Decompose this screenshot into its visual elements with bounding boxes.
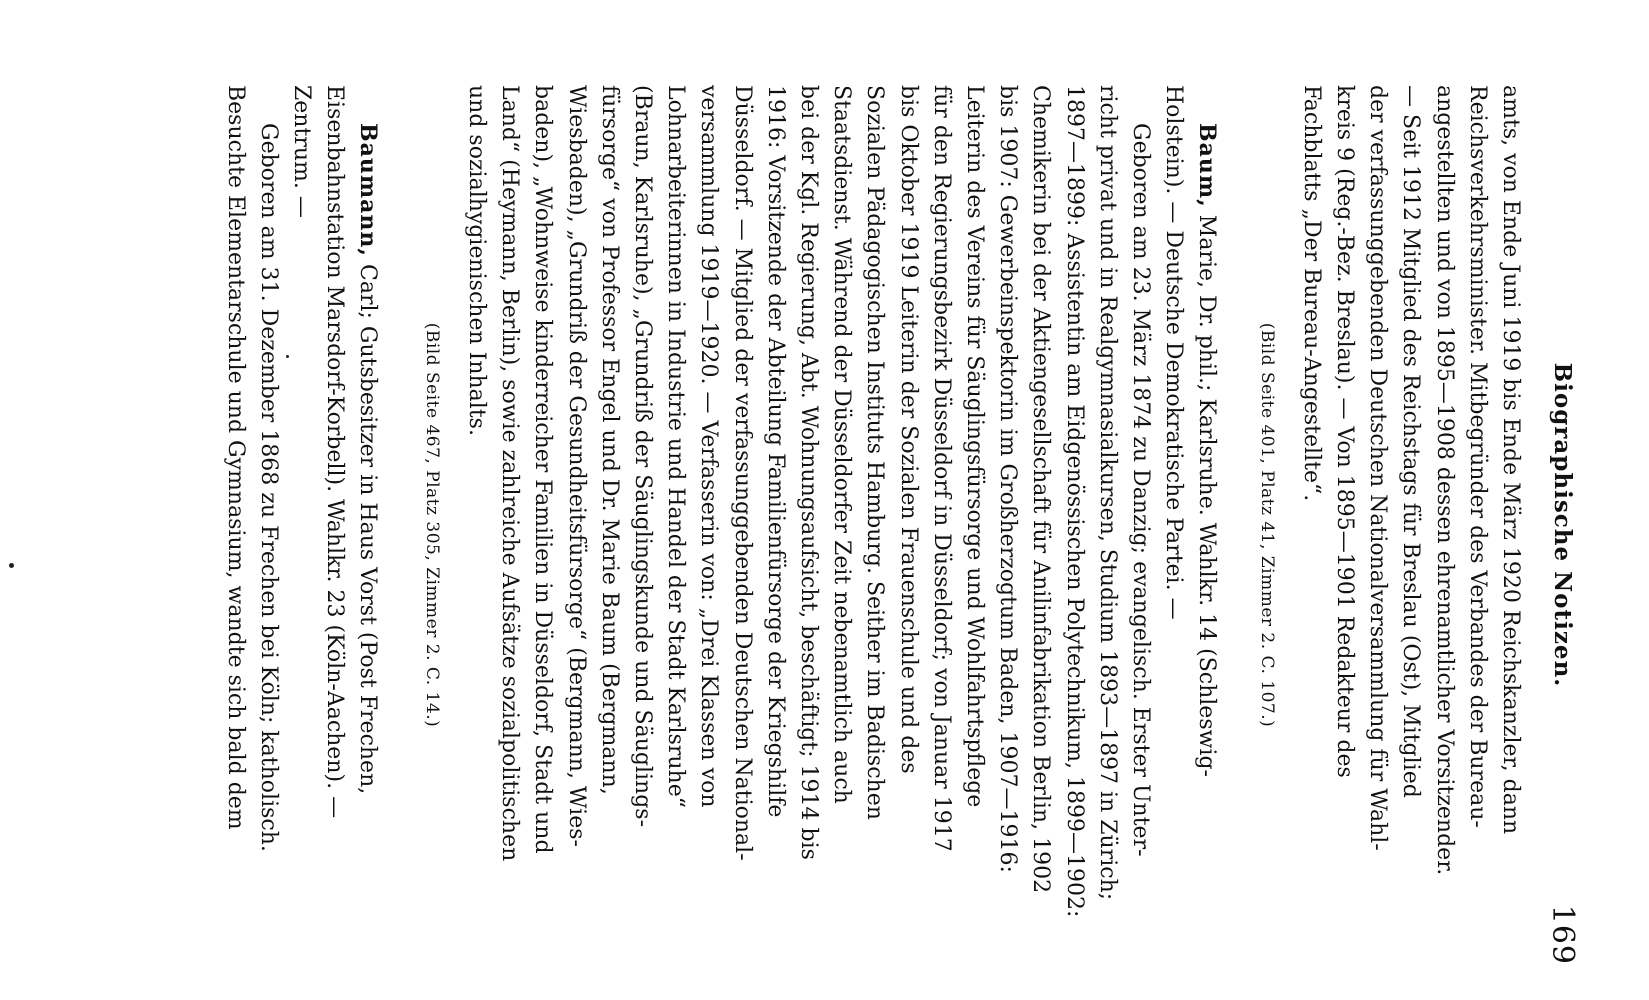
text-line: Reichsverkehrsminister. Mitbegründer des Verbandes der Bureau-: [1464, 85, 1490, 828]
text-line: versammlung 1919—1920. — Verfasserin von: „Drei Klassen von: [696, 85, 722, 808]
text-line: bis 1907: Gewerbeinspektorin im Großherzogtum Baden, 1907—1916:: [995, 85, 1021, 873]
text-line: angestellten und von 1895—1908 dessen ehrenamtlicher Vorsitzender.: [1431, 85, 1457, 876]
text-line: für den Regierungsbezirk Düsseldorf in Düsseldorf; von Januar 1917: [928, 85, 954, 852]
page-header: [1539, 85, 1579, 965]
text-line: bei der Kgl. Regierung, Abt. Wohnungsaufsicht, beschäftigt; 1914 bis: [795, 85, 821, 860]
entry-name: Baum,: [1194, 123, 1221, 208]
text-line: Chemikerin bei der Aktiengesellschaft für Anilinfabrikation Berlin, 1902: [1028, 85, 1054, 894]
text-line: Eisenbahnstation Marsdorf-Korbell). Wahlkr. 23 (Köln-Aachen). —: [322, 85, 348, 819]
entry-baumann: [218, 85, 384, 965]
entry-name: Baumann,: [355, 123, 382, 258]
text-line: 1916: Vorsitzende der Abteilung Familienfürsorge der Kriegshilfe: [762, 85, 788, 818]
photo-reference: (Bild Seite 401, Platz 41, Zimmer 2. C. 107.): [1256, 322, 1277, 728]
text-line: Geboren am 31. Dezember 1868 zu Frechen bei Köln; katholisch.: [255, 123, 281, 852]
ink-speck: [286, 355, 289, 358]
text-line: Geboren am 23. März 1874 zu Danzig; evangelisch. Erster Unter-: [1127, 123, 1153, 857]
text-line: Land“ (Heymann, Berlin), sowie zahlreiche Aufsätze sozialpolitischen: [497, 85, 523, 862]
text-line: richt privat und in Realgymnasialkursen, Studium 1893—1897 in Zürich;: [1094, 85, 1120, 901]
page-number: 169: [1545, 904, 1580, 965]
text-line: Sozialen Pädagogischen Instituts Hamburg. Seither im Badischen: [862, 85, 888, 820]
text-line: Holstein). — Deutsche Demokratische Partei. —: [1161, 85, 1187, 620]
text-line: Staatsdienst. Während der Düsseldorfer Zeit nebenamtlich auch: [829, 85, 855, 804]
text-line: fürsorge“ von Professor Engel und Dr. Marie Baum (Bergmann,: [596, 85, 622, 795]
entry-heading-rest: Marie, Dr. phil.; Karlsruhe. Wahlkr. 14 (Schleswig-: [1194, 207, 1220, 777]
text-line: Düsseldorf. — Mitglied der verfassunggebenden Deutschen National-: [729, 85, 755, 861]
entry-continuation: [1249, 85, 1527, 965]
text-line: der verfassunggebenden Deutschen Nationalversammlung für Wahl-: [1365, 85, 1391, 851]
running-title: Biographische Notizen.: [1549, 362, 1576, 688]
text-line: Zentrum. —: [289, 85, 315, 218]
entry-heading: [351, 85, 384, 965]
text-line: bis Oktober 1919 Leiterin der Sozialen Frauenschule und des: [895, 85, 921, 774]
page-content: [218, 85, 1579, 965]
text-line: baden), „Wohnweise kinderreicher Familien in Düsseldorf, Stadt und: [530, 85, 556, 854]
entry-heading: [1190, 85, 1223, 965]
text-line: (Braun, Karlsruhe), „Grundriß der Säuglingskunde und Säuglings-: [629, 85, 655, 828]
text-line: Fachblatts „Der Bureau-Angestellte“.: [1298, 85, 1324, 502]
entry-baum: [415, 85, 1224, 965]
text-line: Besuchte Elementarschule und Gymnasium, wandte sich bald dem: [222, 85, 248, 830]
text-line: kreis 9 (Reg.-Bez. Breslau). — Von 1895—1901 Redakteur des: [1331, 85, 1357, 778]
text-line: Lohnarbeiterinnen in Industrie und Handel der Stadt Karlsruhe“: [663, 85, 689, 808]
text-line: Leiterin des Vereins für Säuglingsfürsorge und Wohlfahrtspflege: [961, 85, 987, 808]
ink-speck: [9, 563, 14, 568]
text-line: — Seit 1912 Mitglied des Reichstags für Breslau (Ost), Mitglied: [1398, 85, 1424, 798]
photo-reference: (Bild Seite 467, Platz 305, Zimmer 2. C. 14.): [421, 322, 442, 728]
entry-heading-rest: Carl; Gutsbesitzer in Haus Vorst (Post Frechen,: [355, 257, 381, 795]
text-line: amts, von Ende Juni 1919 bis Ende März 1920 Reichskanzler, dann: [1498, 85, 1523, 835]
text-line: und sozialhygienischen Inhalts.: [463, 85, 489, 436]
text-line: Wiesbaden), „Grundriß der Gesundheitsfürsorge“ (Bergmann, Wies-: [563, 85, 589, 847]
text-line: 1897—1899: Assistentin am Eidgenössischen Polytechnikum, 1899—1902:: [1061, 85, 1087, 918]
